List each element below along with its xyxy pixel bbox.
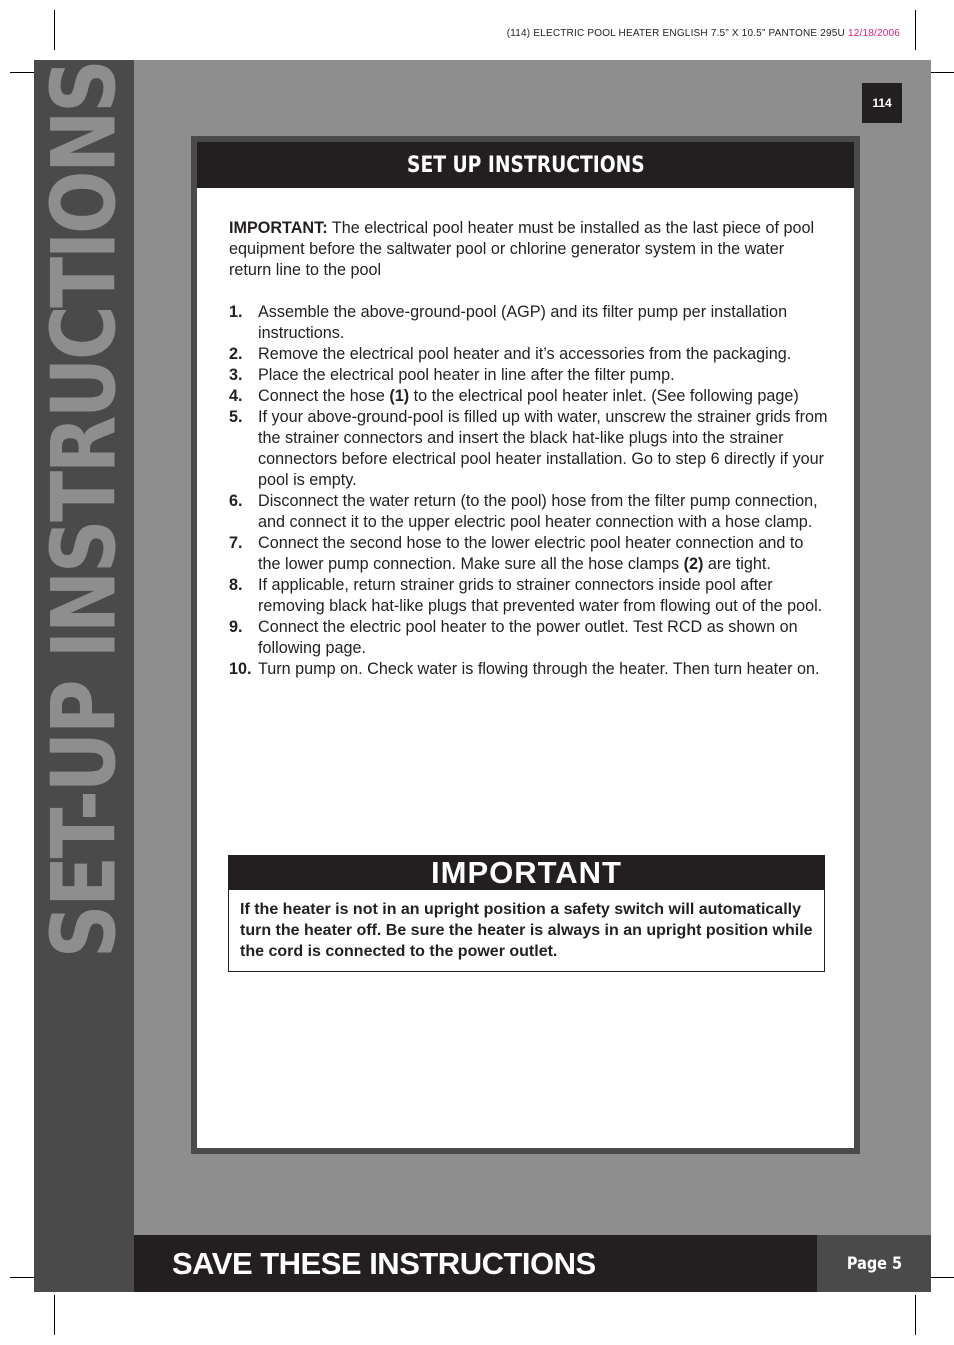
side-section-title: SET-UP INSTRUCTIONS (32, 61, 136, 959)
step-callout: (1) (389, 387, 410, 405)
step-item (229, 491, 829, 533)
step-item (229, 365, 829, 386)
step-text: Disconnect the water return (to the pool) hose from the filter pump connection, and connect it to the upper electric pool heater connection with a hose clamp. (258, 492, 818, 531)
step-item (229, 617, 829, 659)
step-callout: (2) (683, 555, 704, 573)
important-heading: IMPORTANT (229, 856, 824, 890)
step-number: 9. (229, 618, 243, 636)
step-text: to the electrical pool heater inlet. (See following page) (409, 387, 799, 405)
print-date: 12/18/2006 (847, 28, 900, 39)
step-number: 1. (229, 303, 243, 321)
step-number: 4. (229, 387, 243, 405)
page-number-badge: 114 (862, 83, 902, 123)
step-item (229, 302, 829, 344)
step-text: If your above-ground-pool is filled up with water, unscrew the strainer grids from the strainer connectors and insert the black hat-like plugs into the strainer connectors before electrical pool heater installation. Go to step 6 directly if your pool is empty. (258, 408, 828, 489)
step-item (229, 407, 829, 491)
crop-mark (915, 10, 916, 50)
print-spec-header (507, 28, 900, 39)
step-number: 2. (229, 345, 243, 363)
step-text: If applicable, return strainer grids to strainer connectors inside pool after removing black hat-like plugs that prevented water from flowing out of the pool. (258, 576, 823, 615)
important-notice (228, 855, 825, 972)
step-text: Connect the hose (258, 387, 390, 405)
step-item (229, 659, 829, 680)
intro-label: IMPORTANT: (229, 219, 328, 237)
step-text: Place the electrical pool heater in line after the filter pump. (258, 366, 675, 384)
intro-paragraph (229, 218, 829, 281)
step-text: are tight. (703, 555, 771, 573)
instructions-content (229, 218, 829, 680)
step-item (229, 386, 829, 407)
step-item (229, 344, 829, 365)
crop-mark (54, 10, 55, 50)
step-text: Turn pump on. Check water is flowing through the heater. Then turn heater on. (258, 660, 820, 678)
step-number: 6. (229, 492, 243, 510)
step-number: 3. (229, 366, 243, 384)
step-number: 10. (229, 660, 252, 678)
steps-list (229, 302, 829, 680)
intro-text: The electrical pool heater must be installed as the last piece of pool equipment before the saltwater pool or chlorine generator system in the water return line to the pool (229, 219, 815, 279)
footer-slogan: SAVE THESE INSTRUCTIONS (172, 1245, 596, 1281)
step-item (229, 533, 829, 575)
panel-title: SET UP INSTRUCTIONS (406, 152, 645, 178)
step-number: 7. (229, 534, 243, 552)
step-number: 5. (229, 408, 243, 426)
print-spec: (114) ELECTRIC POOL HEATER ENGLISH 7.5” X 10.5” PANTONE 295U (506, 28, 845, 39)
crop-mark (915, 1295, 916, 1335)
step-item (229, 575, 829, 617)
footer-page-box (817, 1235, 931, 1292)
important-text: If the heater is not in an upright position a safety switch will automatically turn the heater off. Be sure the heater is always in an upright position while the cord is connected to the power outlet. (240, 901, 813, 960)
step-text: Assemble the above-ground-pool (AGP) and its filter pump per installation instructions. (258, 303, 788, 342)
panel-title-bar (197, 142, 854, 188)
footer-page-label: Page 5 (846, 1253, 902, 1274)
step-text: Remove the electrical pool heater and it’s accessories from the packaging. (258, 345, 792, 363)
crop-mark (54, 1295, 55, 1335)
footer-bar (134, 1235, 817, 1292)
step-text: Connect the electric pool heater to the power outlet. Test RCD as shown on following page. (258, 618, 798, 657)
step-text: Connect the second hose to the lower electric pool heater connection and to the lower pump connection. Make sure all the hose clamps (258, 534, 804, 573)
step-number: 8. (229, 576, 243, 594)
